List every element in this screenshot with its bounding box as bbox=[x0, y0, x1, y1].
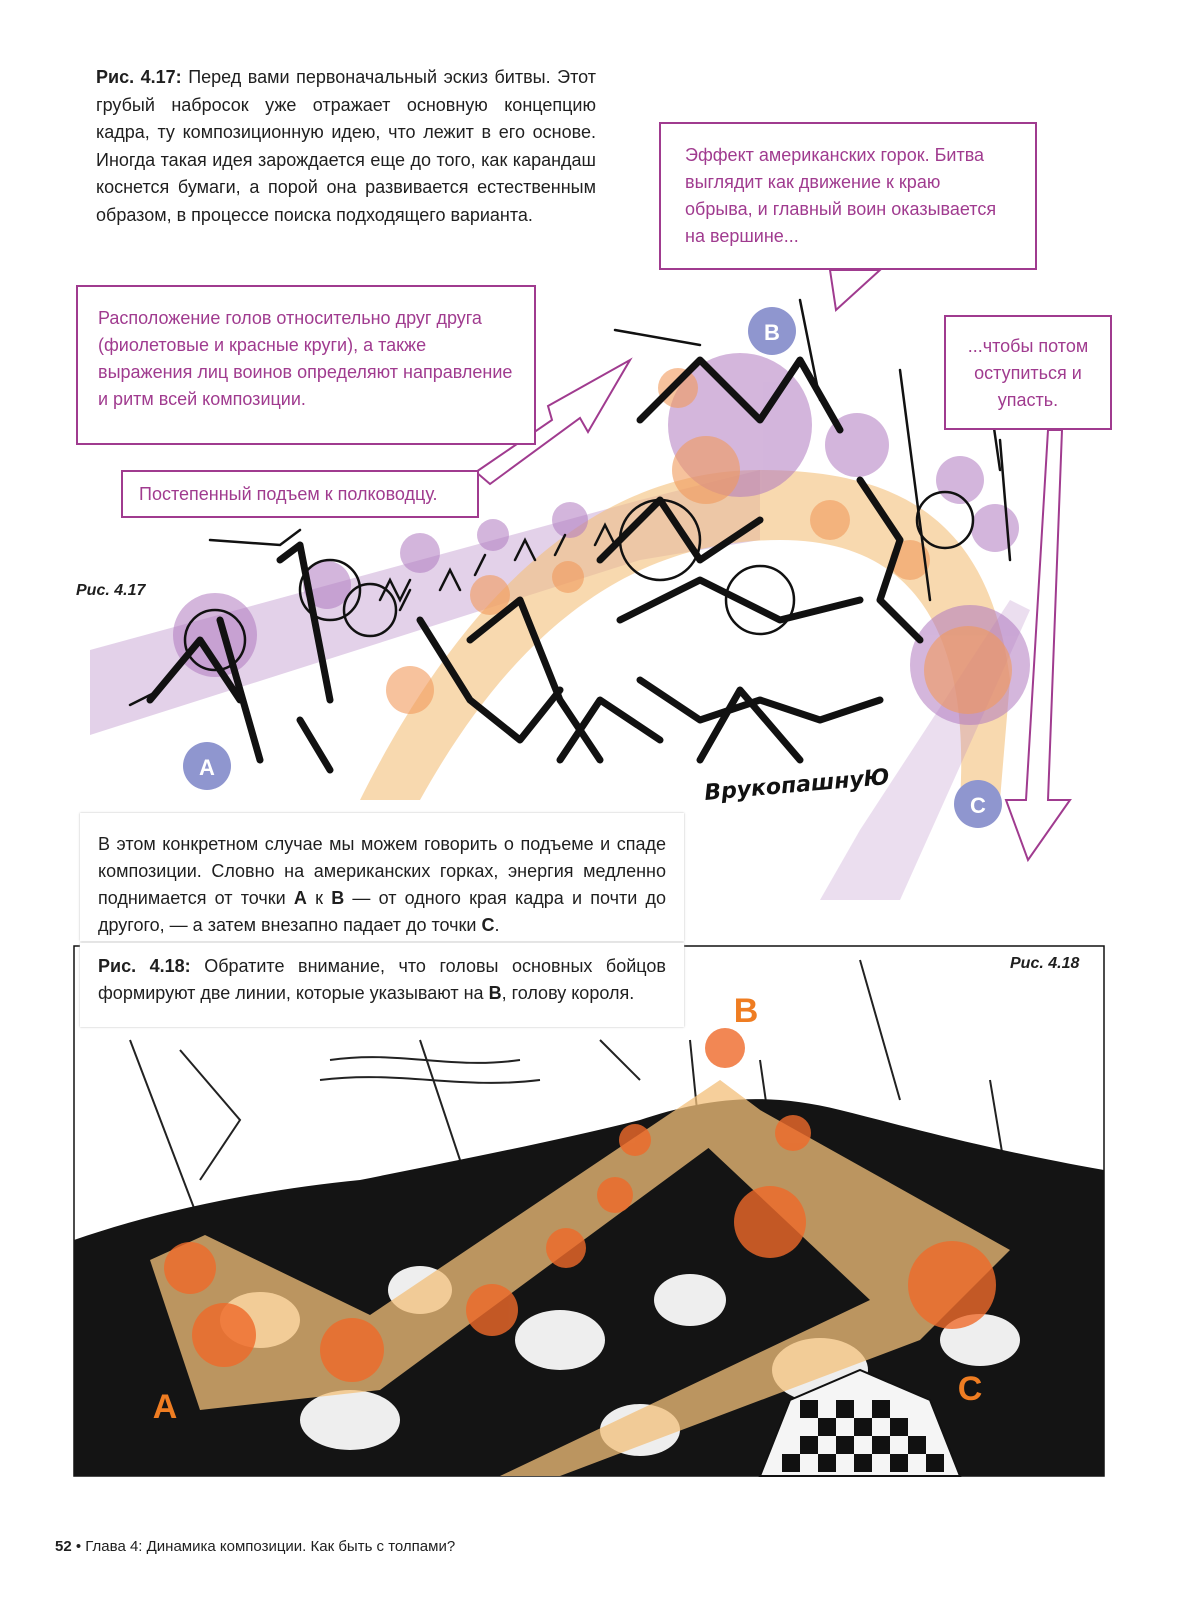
caption-418-figure-ref: Рис. 4.18: bbox=[98, 956, 191, 976]
point-b-label-417: B bbox=[764, 320, 780, 345]
point-c-label-417: C bbox=[970, 793, 986, 818]
body-text-2: к bbox=[306, 888, 332, 908]
callout-heads-text: Расположение голов относительно друг друга (фиолетовые и красные круги), а также выражения лиц воинов определяют направление и ритм всей композиции. bbox=[98, 308, 513, 409]
figure-418-label: Рис. 4.18 bbox=[1010, 955, 1080, 972]
callout-fall-text: ...чтобы потом оступиться и упасть. bbox=[967, 336, 1089, 410]
body-text-box bbox=[80, 813, 684, 941]
callout-heads-arrangement bbox=[76, 285, 536, 445]
page-footer bbox=[55, 1538, 455, 1555]
body-point-a: A bbox=[293, 888, 307, 908]
point-c-label-418: C bbox=[957, 1370, 983, 1408]
point-c-marker-417 bbox=[954, 780, 1002, 828]
callout-rise-text: Постепенный подъем к полководцу. bbox=[139, 484, 438, 504]
figure-417-label: Рис. 4.17 bbox=[76, 582, 146, 599]
body-text-4: . bbox=[494, 915, 500, 935]
caption-418-point-b: B bbox=[488, 983, 502, 1003]
intro-text: Перед вами первоначальный эскиз битвы. Этот грубый набросок уже отражает основную концепцию кадра, ту композиционную идею, что лежит в его основе. Иногда такая идея зарождается еще до того, как карандаш коснется бумаги, а порой она развивается естественным образом, в процессе поиска подходящего варианта. bbox=[96, 67, 596, 225]
point-a-label-418: A bbox=[152, 1388, 178, 1426]
caption-418-text-1: Обратите внимание, что головы основных бойцов формируют две линии, которые указывают на bbox=[98, 956, 666, 1003]
sketch-signature: ВрукопашнуЮ bbox=[703, 764, 891, 806]
callout-coaster-effect bbox=[659, 122, 1037, 270]
point-b-marker-417 bbox=[748, 307, 796, 355]
caption-418-box bbox=[80, 943, 684, 1027]
point-a-label-417: A bbox=[199, 755, 215, 780]
point-a-marker-417 bbox=[183, 742, 231, 790]
callout-fall bbox=[944, 315, 1112, 430]
body-point-c: C bbox=[481, 915, 495, 935]
body-point-b: B bbox=[331, 888, 345, 908]
body-text-1: В этом конкретном случае мы можем говорить о подъеме и спаде композиции. Словно на американских горках, энергия медленно поднимается от точки bbox=[98, 834, 666, 908]
callout-gradual-rise bbox=[121, 470, 479, 518]
caption-418-text-2: , голову короля. bbox=[501, 983, 635, 1003]
caption-418-paragraph bbox=[98, 953, 666, 1007]
callout-coaster-text: Эффект американских горок. Битва выглядит как движение к краю обрыва, и главный воин оказывается на вершине... bbox=[685, 145, 997, 246]
body-paragraph bbox=[98, 831, 666, 939]
intro-figure-ref: Рис. 4.17: bbox=[96, 67, 182, 87]
page-number: 52 bbox=[55, 1538, 72, 1555]
point-b-label-418: B bbox=[733, 992, 759, 1030]
coaster-callout-tail bbox=[830, 270, 880, 310]
chapter-title: • Глава 4: Динамика композиции. Как быть с толпами? bbox=[71, 1538, 456, 1555]
body-text-3: — от одного края кадра и почти до другого, — а затем внезапно падает до точки bbox=[98, 888, 666, 935]
